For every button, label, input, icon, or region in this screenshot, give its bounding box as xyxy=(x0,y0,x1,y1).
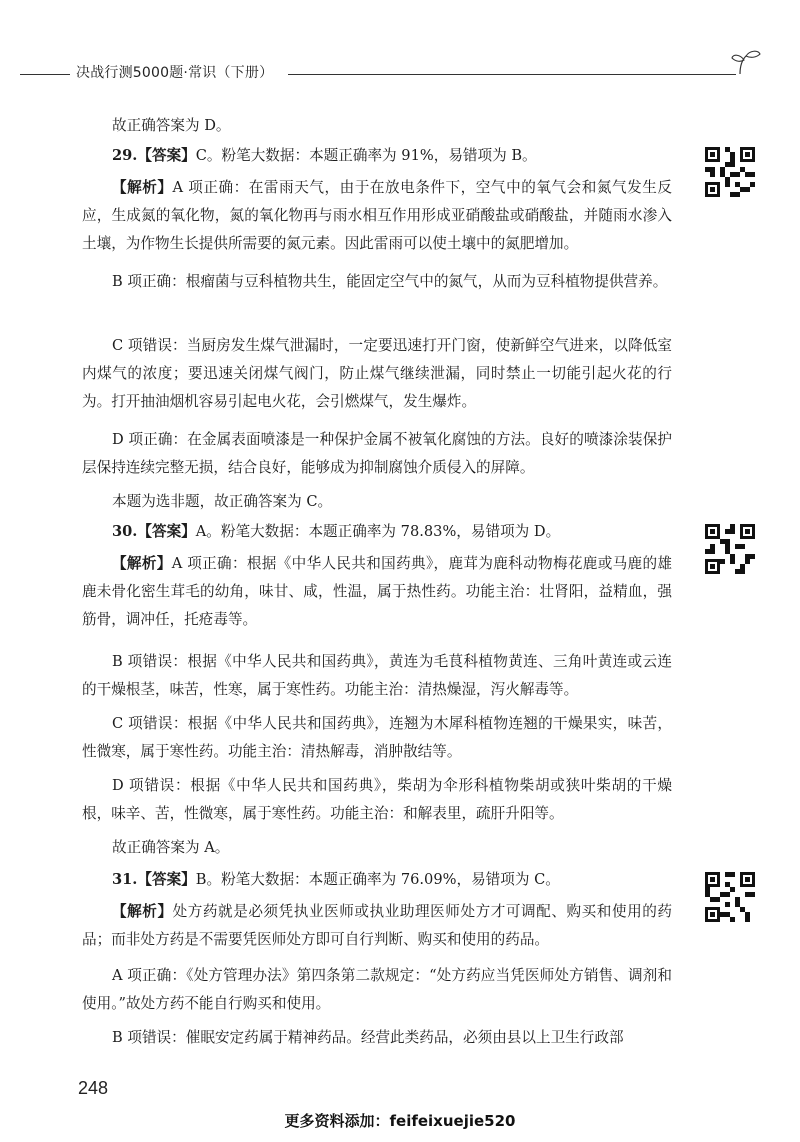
q30-answer xyxy=(82,518,672,546)
q30-analysis-label: 【解析】 xyxy=(112,555,172,572)
q30-answer-label: 30.【答案】 xyxy=(112,523,196,540)
q31-analysis-intro xyxy=(82,898,672,954)
q30-conclusion: 故正确答案为 A。 xyxy=(112,839,230,856)
footer-note: 更多资料添加：feifeixuejie520 xyxy=(284,1112,516,1130)
q30-analysis-a xyxy=(82,550,672,634)
q29-analysis-b: B 项正确：根瘤菌与豆科植物共生，能固定空气中的氮气，从而为豆科植物提供营养。 xyxy=(112,273,668,290)
q31-analysis-a: A 项正确：《处方管理办法》第四条第二款规定：“处方药应当凭医师处方销售、调剂和使用。”故处方药不能自行购买和使用。 xyxy=(82,967,672,1012)
header-rule-left xyxy=(20,74,70,75)
sprout-icon xyxy=(728,46,764,82)
q30-analysis-b: B 项错误：根据《中华人民共和国药典》，黄连为毛茛科植物黄连、三角叶黄连或云连的干燥根茎，味苦，性寒，属于寒性药。功能主治：清热燥湿，泻火解毒等。 xyxy=(82,653,672,698)
q29-analysis-c: C 项错误：当厨房发生煤气泄漏时，一定要迅速打开门窗，使新鲜空气进来，以降低室内煤气的浓度；要迅速关闭煤气阀门，防止煤气继续泄漏，同时禁止一切能引起火花的行为。打开抽油烟机容易引起电火花，会引燃煤气，发生爆炸。 xyxy=(82,337,672,410)
page-number: 248 xyxy=(78,1078,109,1098)
q30-analysis-c: C 项错误：根据《中华人民共和国药典》，连翘为木犀科植物连翘的干燥果实，味苦，性微寒，属于寒性药。功能主治：清热解毒，消肿散结等。 xyxy=(82,715,672,760)
q29-answer xyxy=(82,142,672,170)
qr-code-icon[interactable] xyxy=(705,147,755,197)
q31-answer-label: 31.【答案】 xyxy=(112,871,196,888)
q30-analysis-d: D 项错误：根据《中华人民共和国药典》，柴胡为伞形科植物柴胡或狭叶柴胡的干燥根，味辛、苦，性微寒，属于寒性药。功能主治：和解表里，疏肝升阳等。 xyxy=(82,777,672,822)
q31-answer-text: B。粉笔大数据：本题正确率为 76.09%，易错项为 C。 xyxy=(195,871,560,888)
q31-answer xyxy=(82,866,672,894)
qr-code-icon[interactable] xyxy=(705,524,755,574)
paragraph-prev-answer: 故正确答案为 D。 xyxy=(112,117,231,134)
q29-analysis-d: D 项正确：在金属表面喷漆是一种保护金属不被氧化腐蚀的方法。良好的喷漆涂装保护层保持连续完整无损，结合良好，能够成为抑制腐蚀介质侵入的屏障。 xyxy=(82,431,672,476)
q31-analysis-b: B 项错误：催眠安定药属于精神药品。经营此类药品，必须由县以上卫生行政部 xyxy=(112,1029,624,1046)
q29-option-a-text: A 项正确：在雷雨天气，由于在放电条件下，空气中的氧气会和氮气发生反应，生成氮的氧化物，氮的氧化物再与雨水相互作用形成亚硝酸盐或硝酸盐，并随雨水渗入土壤，为作物生长提供所需要的氮元素。因此雷雨可以使土壤中的氮肥增加。 xyxy=(82,179,672,252)
q29-conclusion: 本题为选非题，故正确答案为 C。 xyxy=(112,493,333,510)
header-rule-right xyxy=(288,74,736,75)
q29-answer-label: 29.【答案】 xyxy=(112,147,196,164)
q29-analysis-a xyxy=(82,174,672,258)
q30-option-a-text: A 项正确：根据《中华人民共和国药典》，鹿茸为鹿科动物梅花鹿或马鹿的雄鹿未骨化密生茸毛的幼角，味甘、咸，性温，属于热性药。功能主治：壮肾阳，益精血，强筋骨，调冲任，托疮毒等。 xyxy=(82,555,672,628)
qr-code-icon[interactable] xyxy=(705,872,755,922)
q29-answer-text: C。粉笔大数据：本题正确率为 91%，易错项为 B。 xyxy=(195,147,537,164)
running-header-title: 决战行测5000题·常识（下册） xyxy=(76,65,274,81)
q30-answer-text: A。粉笔大数据：本题正确率为 78.83%，易错项为 D。 xyxy=(195,523,561,540)
q31-analysis-label: 【解析】 xyxy=(112,903,173,920)
q29-analysis-label: 【解析】 xyxy=(112,179,173,196)
q31-intro-text: 处方药就是必须凭执业医师或执业助理医师处方才可调配、购买和使用的药品；而非处方药是不需要凭医师处方即可自行判断、购买和使用的药品。 xyxy=(82,903,672,948)
